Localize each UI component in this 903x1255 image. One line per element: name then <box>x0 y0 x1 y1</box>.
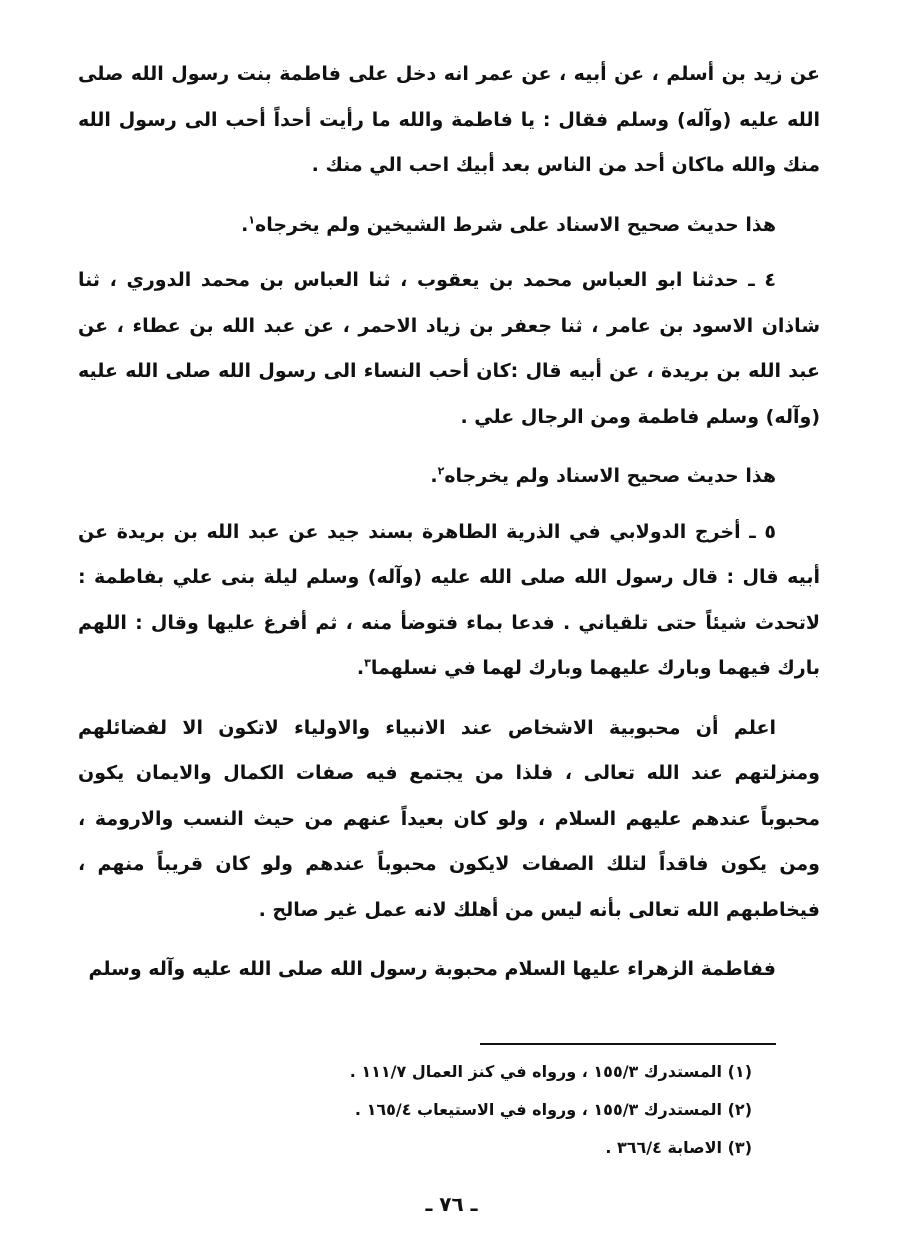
paragraph-3 <box>78 258 820 440</box>
paragraph-3-text: ٤ ـ حدثنا ابو العباس محمد بن يعقوب ، ثنا العباس بن محمد الدوري ، ثنا شاذان الاسود بن عامر ، ثنا جعفر بن زياد الاحمر ، عن عبد الله بن عطاء ، عن عبد الله بن بريدة ، عن أبيه قال :كان أحب النساء الى رسول الله صلى الله عليه (وآله) وسلم فاطمة ومن الرجال علي . <box>78 269 820 428</box>
footnote-3: (٣) الاصابة ٣٦٦/٤ . <box>605 1138 752 1157</box>
paragraph-7-text: ففاطمة الزهراء عليها السلام محبوبة رسول الله صلى الله عليه وآله وسلم <box>88 958 776 980</box>
paragraph-1-text: عن زيد بن أسلم ، عن أبيه ، عن عمر انه دخل على فاطمة بنت رسول الله صلى الله عليه (وآله) وسلم فقال : يا فاطمة والله ما رأيت أحداً أحب الى رسول الله منك والله ماكان أحد من الناس بعد أبيك احب الي منك . <box>78 63 820 176</box>
paragraph-5-text: ٥ ـ أخرج الدولابي في الذرية الطاهرة بسند جيد عن عبد الله بن بريدة عن أبيه قال : قال رسول الله صلى الله عليه (وآله) وسلم ليلة بنى علي بفاطمة : لاتحدث شيئاً حتى تلقياني . فدعا بماء فتوضأ منه ، ثم أفرغ عليها وقال : اللهم بارك فيهما وبارك عليهما وبارك لهما في نسلهما <box>78 520 820 679</box>
paragraph-1 <box>78 52 820 189</box>
footnote-ref-2: ٢ <box>437 464 445 478</box>
paragraph-7 <box>78 947 820 993</box>
footnote-ref-1: ١ <box>248 213 255 227</box>
page-number: ـ ٧٦ ـ <box>425 1192 478 1216</box>
paragraph-4-text: هذا حديث صحيح الاسناد ولم يخرجاه <box>444 465 776 487</box>
paragraph-5: ٥ ـ أخرج الدولابي في الذرية الطاهرة بسند جيد عن عبد الله بن بريدة عن أبيه قال : قال رسول الله صلى الله عليه (وآله) وسلم ليلة بنى علي بفاطمة : لاتحدث شيئاً حتى تلقياني . فدعا بماء فتوضأ منه ، ثم أفرغ عليها وقال : اللهم بارك فيهما وبارك عليهما وبارك لهما في نسلهما$^٣$. <box>78 520 820 679</box>
paragraph-4: هذا حديث صحيح الاسناد ولم يخرجاه$^٢$. <box>430 464 776 487</box>
footnote-divider <box>480 1043 776 1045</box>
footnote-2: (٢) المستدرك ١٥٥/٣ ، ورواه في الاستيعاب ١٦٥/٤ . <box>354 1100 752 1119</box>
footnotes <box>230 1053 752 1167</box>
footnote-ref-3: ٣ <box>364 656 371 670</box>
footnote-1: (١) المستدرك ١٥٥/٣ ، ورواه في كنز العمال ١١١/٧ . <box>349 1062 752 1081</box>
paragraph-6-text: اعلم أن محبوبية الاشخاص عند الانبياء والاولياء لاتكون الا لفضائلهم ومنزلتهم عند الله تعالى ، فلذا من يجتمع فيه صفات الكمال والايمان يكون محبوباً عندهم عليهم السلام ، ولو كان بعيداً عنهم من حيث النسب والارومة ، ومن يكون فاقداً لتلك الصفات لايكون محبوباً عندهم ولو كان قريباً منهم ، فيخاطبهم الله تعالى بأنه ليس من أهلك لانه عمل غير صالح . <box>78 716 820 921</box>
paragraph-2: هذا حديث صحيح الاسناد على شرط الشيخين ولم يخرجاه$^١$. <box>241 213 776 236</box>
paragraph-2-text: هذا حديث صحيح الاسناد على شرط الشيخين ولم يخرجاه <box>255 213 776 236</box>
paragraph-6 <box>78 706 820 934</box>
main-text <box>78 52 820 1007</box>
